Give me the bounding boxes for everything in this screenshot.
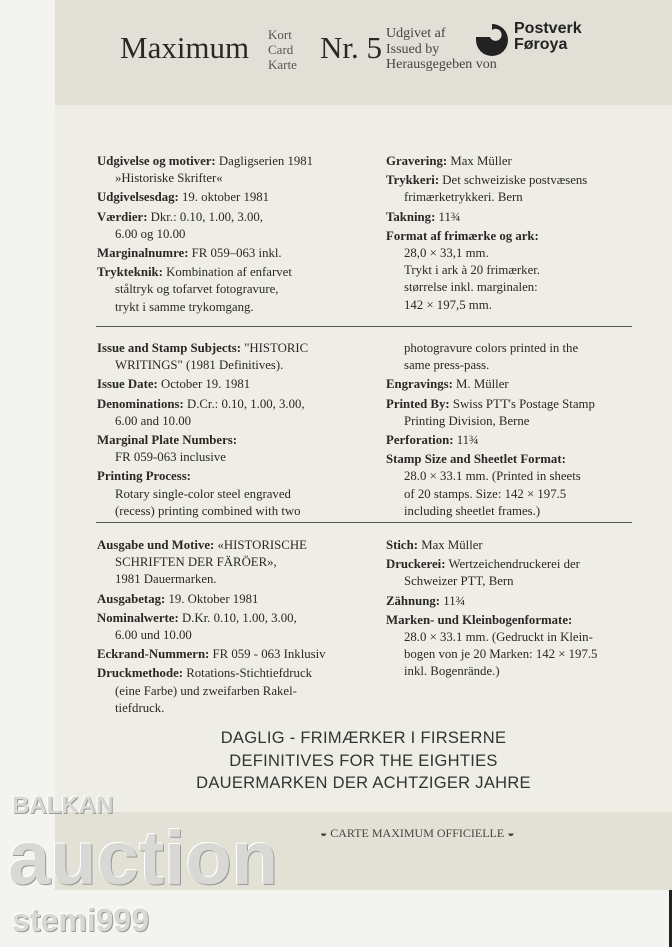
carte-maximum-footer (320, 826, 650, 841)
field-line (386, 396, 595, 413)
field-continuation: Schweizer PTT, Bern (404, 574, 514, 589)
field-value: "HISTORIC (244, 341, 309, 355)
field-entry (97, 396, 308, 430)
field-entry (97, 665, 326, 717)
field-label: Issue and Stamp Subjects: (97, 341, 241, 355)
field-continuation: 28.0 × 33.1 mm. (Printed in sheets (404, 469, 581, 484)
field-entry (97, 468, 308, 520)
field-line (97, 646, 326, 663)
field-value: FR 059 - 063 Inklusiv (212, 647, 326, 662)
field-continuation: 6.00 and 10.00 (115, 413, 192, 428)
field-value: 19. oktober 1981 (181, 190, 270, 205)
field-entry (97, 209, 313, 243)
label-heraus: Herausgegeben von (386, 57, 497, 72)
field-continuation: bogen von je 20 Marken: 142 × 197.5 (404, 647, 598, 662)
swirl-icon: ◒ (504, 826, 515, 840)
label-udgivet: Udgivet af (386, 26, 446, 41)
field-line (97, 665, 326, 682)
field-label: Eckrand-Nummern: (97, 647, 210, 662)
field-line (386, 228, 587, 245)
field-label: Perforation: (386, 433, 454, 448)
label-card: Card (268, 42, 294, 57)
field-label: Denominations: (97, 396, 184, 411)
field-continuation: SCHRIFTEN DER FÄRÖER», (115, 555, 277, 570)
field-label: Udgivelse og motiver: (97, 154, 216, 168)
card-number: Nr. 5 (320, 30, 382, 65)
field-label: Trykteknik: (97, 265, 163, 280)
series-title-de: DAUERMARKEN DER ACHTZIGER JAHRE (196, 774, 531, 792)
field-entry (386, 432, 595, 449)
field-line (97, 396, 308, 413)
field-entry (97, 646, 326, 663)
field-line (97, 591, 326, 608)
en-right (386, 340, 595, 522)
field-continuation: ståltryk og tofarvet fotogravure, (115, 282, 279, 297)
field-label: Takning: (386, 209, 436, 224)
field-entry (386, 451, 595, 520)
field-label: Marken- und Kleinbogenformate: (386, 612, 573, 627)
series-title-en: DEFINITIVES FOR THE EIGHTIES (229, 752, 498, 770)
divider (96, 326, 632, 327)
label-kort: Kort (268, 27, 292, 42)
field-line (386, 537, 597, 554)
field-value: FR 059–063 inkl. (191, 246, 282, 261)
field-line (386, 209, 587, 226)
field-continuation: WRITINGS" (1981 Definitives). (115, 358, 284, 373)
field-continuation: (recess) printing combined with two (115, 503, 301, 518)
da-left (97, 153, 313, 318)
field-value: Max Müller (450, 154, 512, 168)
en-left (97, 340, 308, 522)
field-label: Værdier: (97, 209, 148, 224)
field-continuation: photogravure colors printed in the (404, 341, 579, 355)
field-line (386, 432, 595, 449)
field-line (386, 593, 597, 610)
field-continuation: Rotary single-color steel engraved (115, 486, 291, 501)
field-entry (97, 153, 313, 187)
field-line (386, 556, 597, 573)
field-value: «HISTORISCHE (217, 538, 307, 552)
field-line (97, 189, 313, 206)
field-label: Marginal Plate Numbers: (97, 433, 238, 448)
field-value: Wertzeichendruckerei der (448, 557, 580, 572)
field-entry (386, 537, 597, 554)
field-continuation: same press-pass. (404, 358, 490, 373)
field-line (97, 610, 326, 627)
field-value: Kombination af enfarvet (166, 265, 292, 280)
title-maximum: Maximum (120, 30, 250, 65)
field-line (97, 376, 308, 393)
series-title-da: DAGLIG - FRIMÆRKER I FIRSERNE (220, 729, 507, 747)
field-entry (386, 612, 597, 681)
field-value: Rotations-Stichtiefdruck (186, 666, 313, 681)
field-label: Gravering: (386, 154, 448, 168)
field-value: Det schweiziske postvæsens (442, 173, 588, 188)
field-entry (386, 209, 587, 226)
brand-line-1: Postverk (514, 20, 582, 37)
field-line (386, 451, 595, 468)
field-entry (386, 593, 597, 610)
field-continuation: tiefdruck. (115, 700, 165, 715)
field-continuation: 28,0 × 33,1 mm. (404, 246, 489, 261)
field-entry (386, 340, 595, 374)
footer-text: CARTE MAXIMUM OFFICIELLE (330, 826, 505, 840)
field-line (386, 612, 597, 629)
field-entry (386, 376, 595, 393)
swirl-icon: ◒ (320, 826, 331, 840)
field-line (97, 468, 308, 485)
field-entry (97, 432, 308, 466)
field-continuation: including sheetlet frames.) (404, 503, 541, 518)
field-entry (97, 376, 308, 393)
watermark-auction: auction (8, 816, 279, 901)
field-label: Trykkeri: (386, 173, 440, 188)
field-label: Ausgabe und Motive: (97, 538, 215, 552)
field-label: Issue Date: (97, 377, 158, 392)
field-value: Max Müller (421, 538, 483, 552)
field-value: Swiss PTT's Postage Stamp (452, 396, 595, 411)
label-karte: Karte (268, 57, 297, 72)
field-label: Printing Process: (97, 469, 191, 484)
field-entry (386, 228, 587, 314)
de-left (97, 537, 326, 719)
field-entry (97, 245, 313, 262)
field-value: D.Kr. 0.10, 1.00, 3.00, (181, 610, 297, 625)
field-line (386, 153, 587, 170)
field-entry (97, 537, 326, 589)
field-entry (386, 172, 587, 206)
da-right (386, 153, 587, 316)
field-label: Nominalwerte: (97, 610, 179, 625)
field-label: Stamp Size and Sheetlet Format: (386, 452, 566, 467)
field-value: 19. Oktober 1981 (168, 591, 259, 606)
field-continuation: »Historiske Skrifter« (115, 171, 223, 186)
field-continuation: of 20 stamps. Size: 142 × 197.5 (404, 486, 567, 501)
card-type-labels (268, 27, 297, 72)
watermark-balkan: BALKAN (12, 792, 114, 819)
watermark-stemi: stemi999 (12, 902, 149, 938)
field-line (386, 172, 587, 189)
field-entry (386, 396, 595, 430)
field-value: D.Cr.: 0.10, 1.00, 3.00, (186, 396, 305, 411)
field-entry (97, 189, 313, 206)
field-entry (97, 264, 313, 316)
field-value: October 19. 1981 (160, 377, 251, 392)
field-continuation: inkl. Bogenrände.) (404, 664, 500, 679)
field-value: 11¾ (443, 593, 466, 608)
field-continuation: 142 × 197,5 mm. (404, 297, 492, 312)
field-entry (97, 591, 326, 608)
label-issued: Issued by (386, 41, 440, 57)
field-continuation: 28.0 × 33.1 mm. (Gedruckt in Klein- (404, 630, 593, 645)
field-entry (97, 340, 308, 374)
field-value: M. Müller (456, 377, 509, 392)
field-label: Marginalnumre: (97, 246, 189, 261)
field-value: 11¾ (438, 209, 461, 224)
field-continuation: Printing Division, Berne (404, 413, 530, 428)
field-line (97, 245, 313, 262)
field-label: Druckerei: (386, 557, 446, 572)
field-continuation: 6.00 og 10.00 (115, 226, 186, 241)
field-continuation: 6.00 und 10.00 (115, 628, 192, 643)
field-label: Udgivelsesdag: (97, 190, 179, 205)
field-continuation: Trykt i ark à 20 frimærker. (404, 263, 541, 278)
field-continuation: 1981 Dauermarken. (115, 572, 217, 587)
field-value: 11¾ (456, 433, 479, 448)
field-line (97, 432, 308, 449)
field-label: Stich: (386, 538, 418, 552)
field-entry (386, 556, 597, 590)
field-continuation: frimærketrykkeri. Bern (404, 190, 523, 205)
field-value: Dagligserien 1981 (218, 154, 314, 168)
field-line (97, 537, 326, 554)
field-line (97, 153, 313, 170)
field-label: Druckmethode: (97, 666, 184, 681)
field-line (97, 340, 308, 357)
brand-line-2: Føroya (514, 36, 568, 53)
field-line (386, 376, 595, 393)
postverk-logo-icon (473, 22, 511, 56)
field-label: Engravings: (386, 377, 453, 392)
field-continuation: trykt i samme trykomgang. (115, 299, 254, 314)
field-entry (97, 610, 326, 644)
field-line (97, 209, 313, 226)
field-continuation: størrelse inkl. marginalen: (404, 280, 538, 295)
de-right (386, 537, 597, 683)
divider (96, 522, 632, 523)
field-continuation: (eine Farbe) und zweifarben Rakel- (115, 683, 297, 698)
field-entry (386, 153, 587, 170)
brand-name (514, 21, 582, 53)
field-line (97, 264, 313, 281)
field-label: Printed By: (386, 396, 450, 411)
field-label: Ausgabetag: (97, 591, 166, 606)
field-label: Format af frimærke og ark: (386, 228, 539, 243)
field-value: Dkr.: 0.10, 1.00, 3.00, (150, 209, 264, 224)
field-label: Zähnung: (386, 593, 441, 608)
field-continuation: FR 059-063 inclusive (115, 450, 226, 465)
